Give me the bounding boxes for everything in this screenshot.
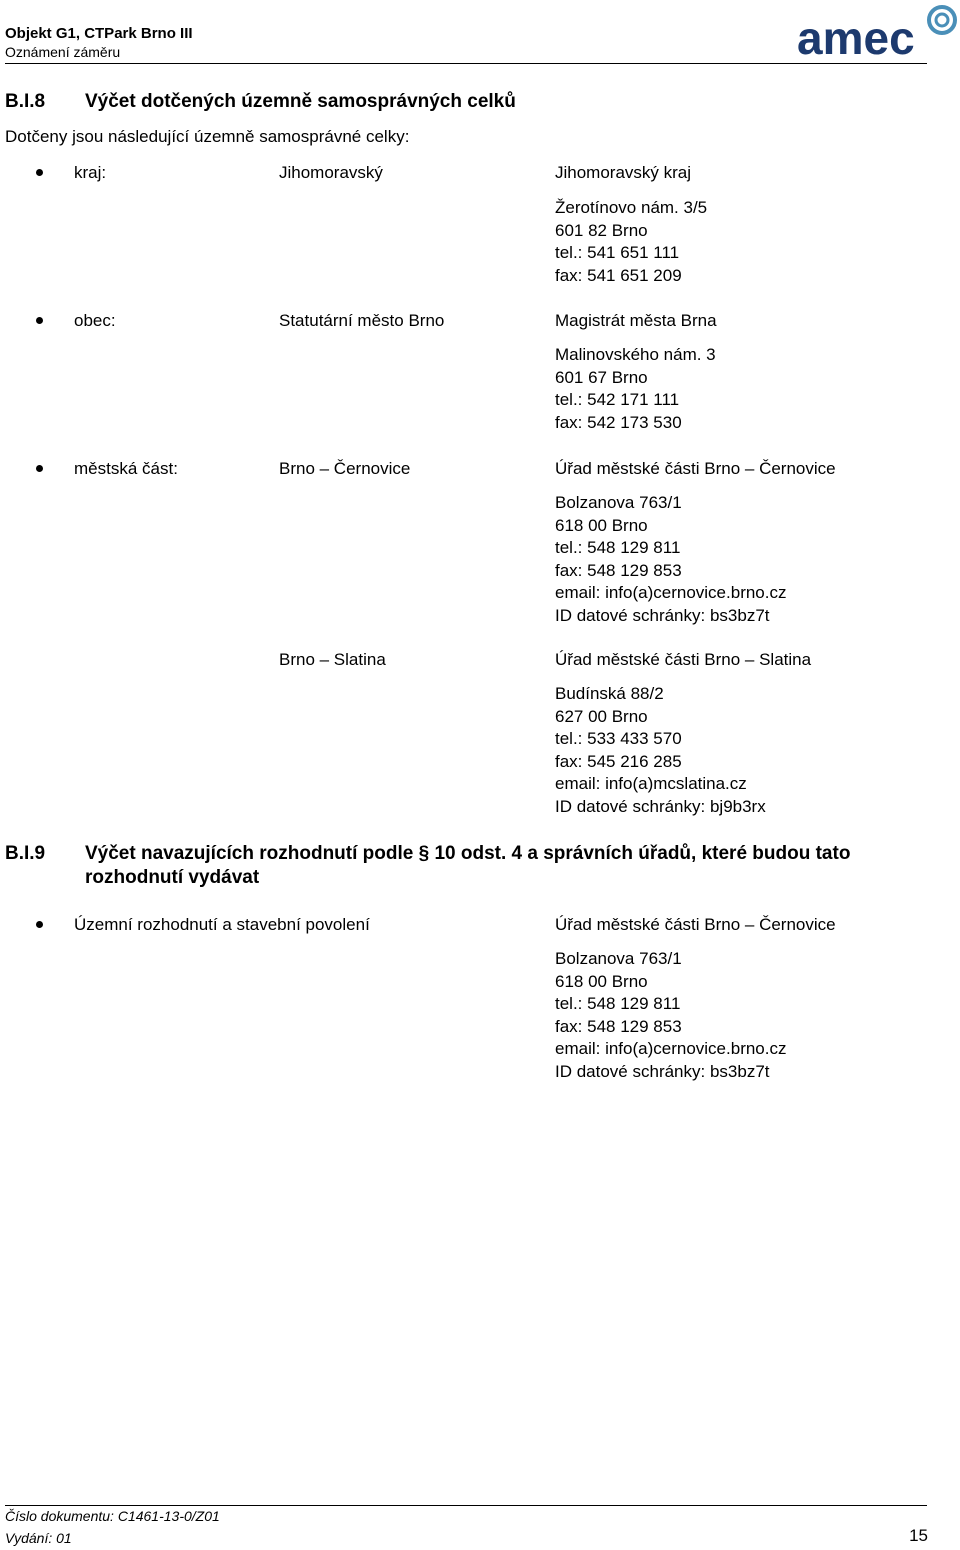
address-line: 618 00 Brno <box>555 515 648 535</box>
address-line: Malinovského nám. 3 <box>555 345 716 364</box>
address-line: ID datové schránky: bj9b3rx <box>555 796 766 816</box>
entry-address <box>555 492 786 627</box>
address-line: tel.: 548 129 811 <box>555 994 681 1013</box>
page-number: 15 <box>909 1526 928 1545</box>
logo-text: amec <box>797 12 915 62</box>
footer-divider <box>5 1505 927 1506</box>
document-header-subtitle: Oznámení záměru <box>5 44 121 60</box>
entry-label: kraj: <box>74 163 107 182</box>
address-line: ID datové schránky: bs3bz7t <box>555 1061 770 1081</box>
bullet <box>36 921 43 928</box>
address-line: fax: 542 173 530 <box>555 412 682 432</box>
bullet <box>36 169 43 176</box>
address-line: fax: 548 129 853 <box>555 1016 682 1036</box>
footer-doc-number: Číslo dokumentu: C1461-13-0/Z01 <box>5 1508 220 1524</box>
section-intro: Dotčeny jsou následující územně samosprávné celky: <box>5 127 410 146</box>
amec-logo <box>795 2 960 62</box>
entry-name: Statutární město Brno <box>279 311 445 330</box>
address-line: 627 00 Brno <box>555 706 648 726</box>
footer-version: Vydání: 01 <box>5 1530 72 1546</box>
address-line: email: info(a)cernovice.brno.cz <box>555 1039 787 1058</box>
address-line: fax: 545 216 285 <box>555 751 682 771</box>
section-number: B.I.8 <box>5 91 46 112</box>
section-number: B.I.9 <box>5 843 46 864</box>
document-header-title: Objekt G1, CTPark Brno III <box>5 25 193 42</box>
entry-label: obec: <box>74 311 116 330</box>
section-title: Výčet navazujících rozhodnutí podle § 10 odst. 4 a správních úřadů, které budou tato rozhodnutí vydávat <box>85 843 851 888</box>
entry-address <box>555 948 786 1083</box>
address-line: 601 67 Brno <box>555 367 648 387</box>
address-line: tel.: 548 129 811 <box>555 538 681 557</box>
address-line: Žerotínovo nám. 3/5 <box>555 198 708 217</box>
entry-address <box>555 344 716 434</box>
entry-office: Magistrát města Brna <box>555 311 717 330</box>
entry-office: Jihomoravský kraj <box>555 163 692 182</box>
address-line: Budínská 88/2 <box>555 684 664 703</box>
address-line: tel.: 541 651 111 <box>555 243 680 262</box>
address-line: ID datové schránky: bs3bz7t <box>555 605 770 625</box>
entry-name: Brno – Černovice <box>279 459 411 478</box>
entry-name: Brno – Slatina <box>279 650 386 669</box>
entry-office: Úřad městské části Brno – Slatina <box>555 650 812 669</box>
bullet <box>36 465 43 472</box>
entry-name: Jihomoravský <box>279 163 383 182</box>
entry-label: městská část: <box>74 459 178 478</box>
section-title: Výčet dotčených územně samosprávných celků <box>85 91 516 112</box>
bullet <box>36 317 43 324</box>
entry-address <box>555 683 766 818</box>
entry-address <box>555 197 707 287</box>
entry-office: Úřad městské části Brno – Černovice <box>555 915 836 934</box>
address-line: email: info(a)cernovice.brno.cz <box>555 583 787 602</box>
address-line: tel.: 542 171 111 <box>555 390 680 409</box>
entry-office: Úřad městské části Brno – Černovice <box>555 459 836 478</box>
address-line: 618 00 Brno <box>555 971 648 991</box>
entry-label: Územní rozhodnutí a stavební povolení <box>74 915 370 934</box>
address-line: tel.: 533 433 570 <box>555 729 682 748</box>
address-line: email: info(a)mcslatina.cz <box>555 774 747 793</box>
address-line: Bolzanova 763/1 <box>555 949 682 968</box>
address-line: Bolzanova 763/1 <box>555 493 682 512</box>
header-divider <box>5 63 927 64</box>
address-line: fax: 541 651 209 <box>555 265 682 285</box>
address-line: 601 82 Brno <box>555 220 648 240</box>
address-line: fax: 548 129 853 <box>555 560 682 580</box>
